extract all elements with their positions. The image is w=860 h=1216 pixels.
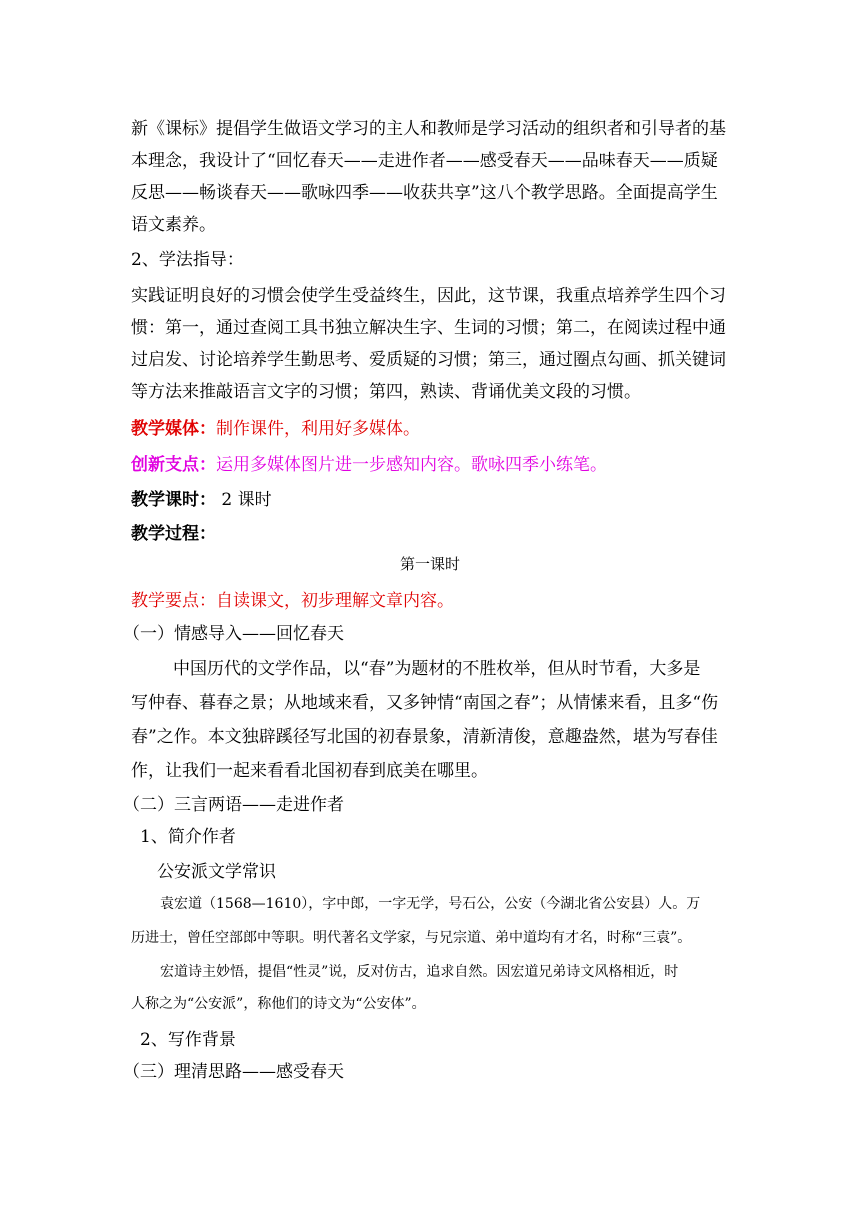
study-method-line-1: 实践证明良好的习惯会使学生受益终生，因此，这节课，我重点培养学生四个习 xyxy=(131,286,726,306)
section1-line-3: 春”之作。本文独辟蹊径写北国的初春景象，清新清俊，意趣盎然，堪为写春佳 xyxy=(131,727,718,747)
author-para2-line-2: 人称之为“公安派”，称他们的诗文为“公安体”。 xyxy=(131,996,426,1012)
section1-line-4: 作，让我们一起来看看北国初春到底美在哪里。 xyxy=(131,761,488,781)
section3-heading: （三）理清思路——感受春天 xyxy=(123,1062,344,1082)
teaching-process-label: 教学过程： xyxy=(131,524,216,544)
section1-line-2: 写仲春、暮春之景；从地域来看，又多钟情“南国之春”；从情愫来看，且多“伤 xyxy=(131,693,719,713)
study-method-heading: 2、学法指导： xyxy=(131,250,244,270)
lesson-key-points xyxy=(131,586,454,611)
teaching-hours-label: 教学课时： xyxy=(131,490,216,510)
section2-sub1-title: 公安派文学常识 xyxy=(157,862,276,882)
study-method-line-3: 过启发、讨论培养学生勤思考、爱质疑的习惯；第三，通过圈点勾画、抓关键词 xyxy=(131,350,726,370)
innovation-label: 创新支点： xyxy=(131,455,216,475)
teaching-media-text: 制作课件，利用好多媒体。 xyxy=(216,419,420,439)
teaching-hours-text: 2 课时 xyxy=(216,490,272,510)
author-para2-line-1: 宏道诗主妙悟，提倡“性灵”说，反对仿古，追求自然。因宏道兄弟诗文风格相近，时 xyxy=(160,964,679,980)
innovation-point xyxy=(131,450,607,475)
intro-line-1: 新《课标》提倡学生做语文学习的主人和教师是学习活动的组织者和引导者的基 xyxy=(131,119,726,139)
lesson-key-label: 教学要点： xyxy=(131,591,216,611)
lesson-key-text: 自读课文，初步理解文章内容。 xyxy=(216,591,454,611)
teaching-media xyxy=(131,414,420,439)
teaching-hours xyxy=(131,485,272,510)
study-method-line-2: 惯：第一，通过查阅工具书独立解决生字、生词的习惯；第二，在阅读过程中通 xyxy=(131,318,726,338)
study-method-line-4: 等方法来推敲语言文字的习惯；第四，熟读、背诵优美文段的习惯。 xyxy=(131,382,641,402)
section2-sub2: 2、写作背景 xyxy=(140,1030,236,1050)
intro-line-4: 语文素养。 xyxy=(131,215,216,235)
teaching-media-label: 教学媒体： xyxy=(131,419,216,439)
section1-line-1: 中国历代的文学作品，以“春”为题材的不胜枚举，但从时节看，大多是 xyxy=(173,659,701,679)
section2-heading: （二）三言两语——走进作者 xyxy=(123,795,344,815)
section1-heading: （一）情感导入——回忆春天 xyxy=(123,624,344,644)
author-para1-line-1: 袁宏道（1568—1610），字中郎，一字无学，号石公，公安（今湖北省公安县）人。万 xyxy=(160,896,701,912)
author-para1-line-2: 历进士，曾任空部郎中等职。明代著名文学家，与兄宗道、弟中道均有才名，时称“三袁”。 xyxy=(131,930,692,946)
innovation-text: 运用多媒体图片进一步感知内容。歌咏四季小练笔。 xyxy=(216,455,607,475)
intro-line-3: 反思——畅谈春天——歌咏四季——收获共享”这八个教学思路。全面提高学生 xyxy=(131,183,718,203)
section2-sub1: 1、简介作者 xyxy=(140,827,236,847)
lesson-title: 第一课时 xyxy=(399,555,460,573)
intro-line-2: 本理念，我设计了“回忆春天——走进作者——感受春天——品味春天——质疑 xyxy=(131,151,718,171)
